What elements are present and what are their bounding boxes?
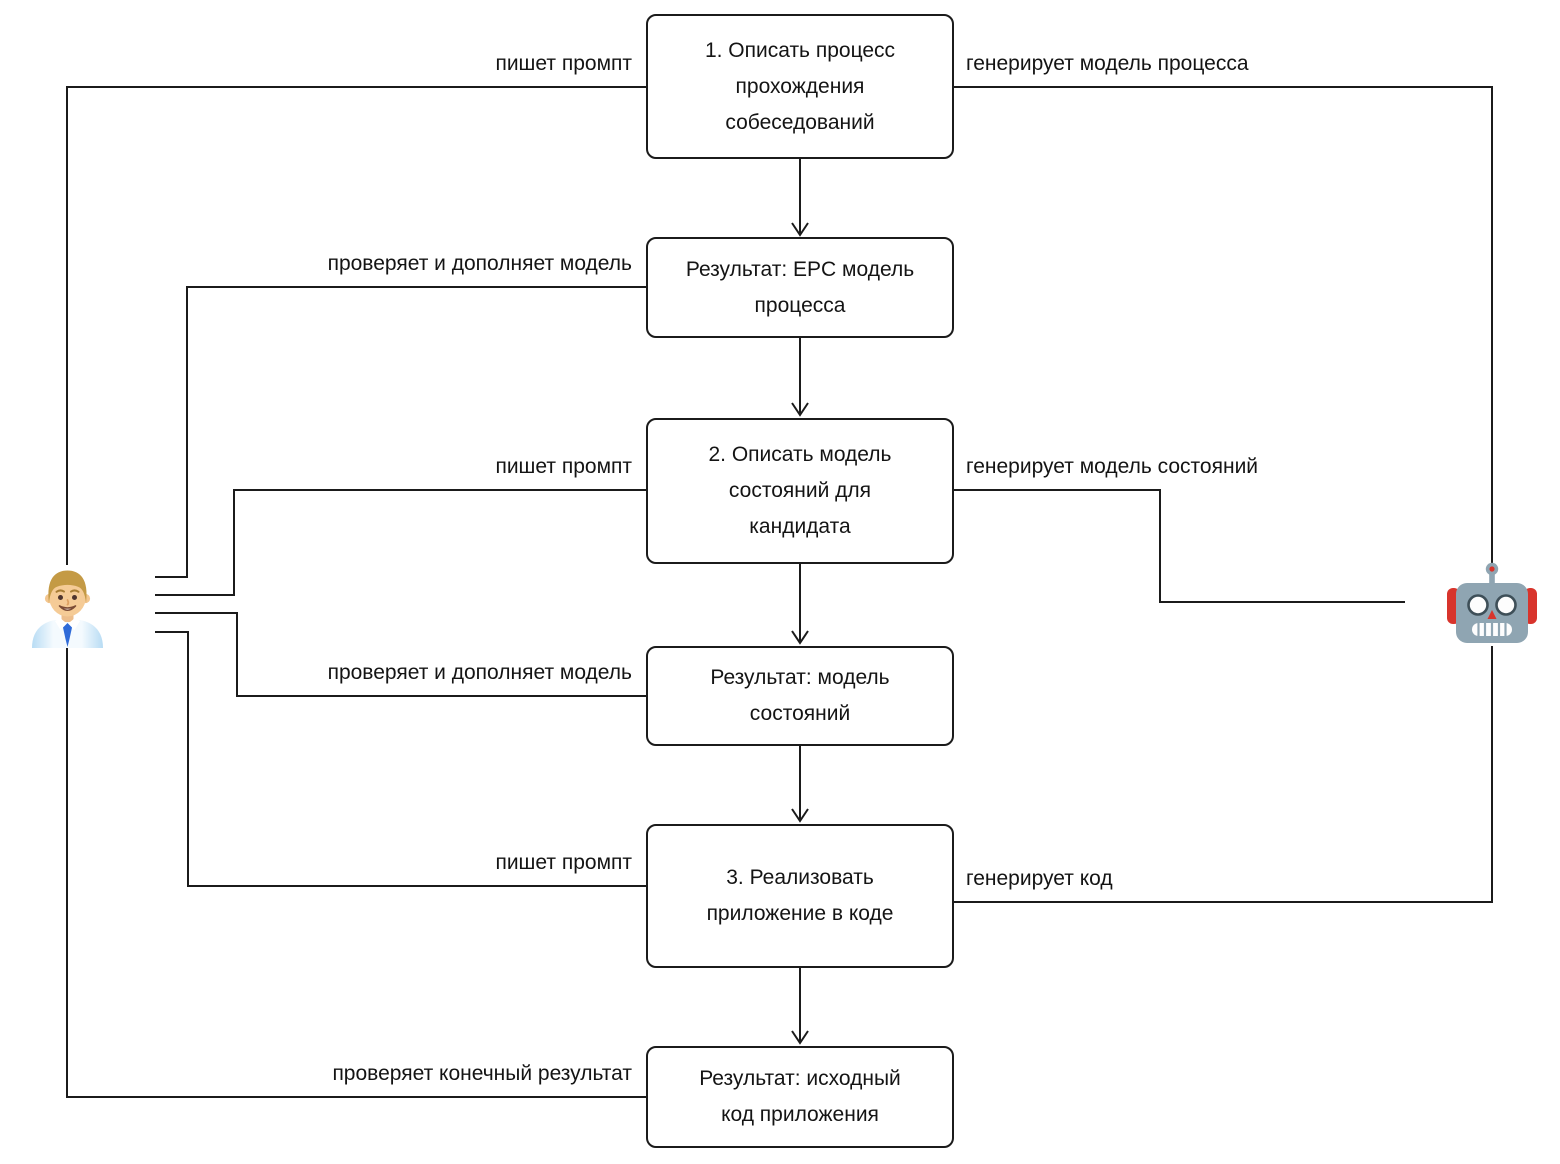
edge-checks-model-1	[155, 287, 646, 577]
box-result-epc-model	[646, 237, 954, 338]
label-checks-model-1: проверяет и дополняет модель	[327, 252, 632, 275]
arrow-step3-to-result3	[792, 968, 808, 1043]
edge-generates-process-model	[954, 87, 1492, 565]
label-writes-prompt-1: пишет промпт	[495, 52, 632, 75]
robot-emoji	[1447, 561, 1537, 646]
label-generates-process-model: генерирует модель процесса	[966, 52, 1249, 75]
eye-left	[1469, 596, 1488, 615]
box-step-2-text: 2. Описать модель состояний для кандидата	[708, 443, 892, 538]
edge-writes-prompt-2	[155, 490, 646, 595]
box-result-state-model	[646, 646, 954, 746]
box-result-state-text: Результат: модель состояний	[710, 666, 890, 725]
box-step-1-text: 1. Описать процесс прохождения собеседований	[704, 38, 896, 134]
eye-right	[1497, 596, 1516, 615]
box-step-2-describe-state-model	[646, 418, 954, 564]
box-step-1-describe-process	[646, 14, 954, 159]
label-checks-model-2: проверяет и дополняет модель	[327, 661, 632, 684]
label-checks-final-result: проверяет конечный результат	[332, 1062, 632, 1085]
arrow-result1-to-step2	[792, 338, 808, 415]
arrow-result2-to-step3	[792, 746, 808, 821]
eye-left	[58, 595, 63, 600]
nose	[68, 600, 69, 605]
antenna-dot	[1489, 566, 1494, 571]
label-writes-prompt-2: пишет промпт	[495, 455, 632, 478]
man-office-worker-emoji	[24, 560, 111, 648]
label-generates-code: генерирует код	[966, 867, 1113, 890]
box-result-source-code	[646, 1046, 954, 1148]
edge-writes-prompt-1	[67, 87, 646, 565]
label-generates-state-model: генерирует модель состояний	[966, 455, 1259, 478]
edge-generates-state-model	[954, 490, 1405, 602]
box-result-code-text: Результат: исходный код приложения	[699, 1067, 901, 1126]
eye-right	[72, 595, 77, 600]
box-step-3-implement-app	[646, 824, 954, 968]
edge-generates-code	[954, 646, 1492, 902]
arrow-step2-to-result2	[792, 564, 808, 643]
box-step-3-text: 3. Реализовать приложение в коде	[706, 866, 894, 925]
arrow-step1-to-result1	[792, 159, 808, 235]
label-writes-prompt-3: пишет промпт	[495, 851, 632, 874]
box-result-epc-text: Результат: EPC модель процесса	[685, 257, 915, 317]
